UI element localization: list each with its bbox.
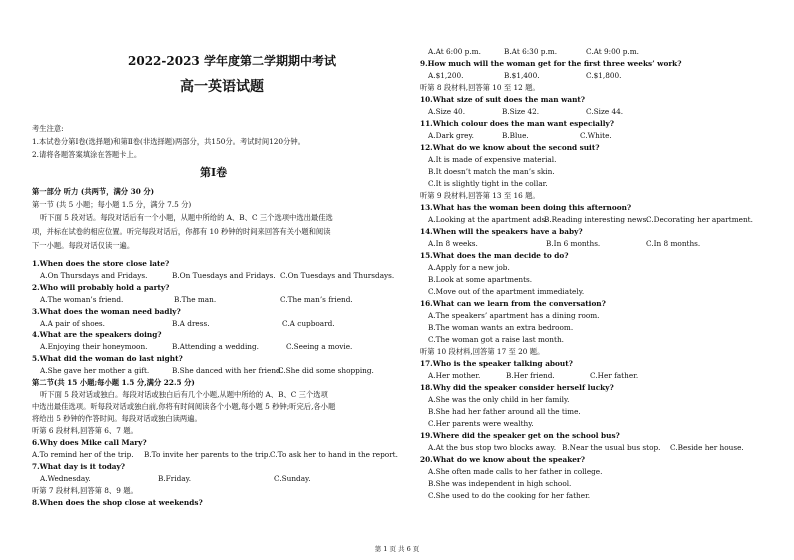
notes-item: 2.请将各题答案填涂在答题卡上。 bbox=[32, 150, 142, 159]
option-a: A.At 6:00 p.m. bbox=[428, 47, 481, 56]
option-b: B.Her friend. bbox=[506, 371, 555, 380]
option-a: A.Dark grey. bbox=[428, 131, 474, 140]
question-stem: 2.Who will probably hold a party? bbox=[32, 283, 170, 292]
option-a: A.Looking at the apartment ads. bbox=[428, 215, 548, 224]
exam-title: 2022-2023 学年度第二学期期中考试 bbox=[128, 54, 336, 68]
question-stem: 1.When does the store close late? bbox=[32, 259, 170, 268]
option-c: C.In 8 months. bbox=[646, 239, 701, 248]
option-a: A.The woman’s friend. bbox=[40, 295, 124, 304]
option-a: A.Apply for a new job. bbox=[428, 263, 510, 272]
option-b: B.Blue. bbox=[502, 131, 529, 140]
option-c: C.It is slightly tight in the collar. bbox=[428, 179, 548, 188]
option-b: B.On Tuesdays and Fridays. bbox=[172, 271, 276, 280]
question-stem: 18.Why did the speaker consider herself lucky? bbox=[420, 383, 614, 392]
question-stem: 8.When does the shop close at weekends? bbox=[32, 498, 203, 507]
question-stem: 6.Why does Mike call Mary? bbox=[32, 438, 147, 447]
question-stem: 11.Which colour does the man want especially? bbox=[420, 119, 615, 128]
option-b: B.The woman wants an extra bedroom. bbox=[428, 323, 574, 332]
option-a: A.To remind her of the trip. bbox=[32, 450, 134, 459]
exam-subtitle: 高一英语试题 bbox=[180, 79, 264, 95]
section2-heading: 第二节(共 15 小题;每小题 1.5 分,满分 22.5 分) bbox=[32, 378, 195, 387]
group-instruction: 听第 8 段材料,回答第 10 至 12 题。 bbox=[420, 83, 540, 92]
group-instruction: 听第 10 段材料,回答第 17 至 20 题。 bbox=[420, 347, 545, 356]
question-stem: 14.When will the speakers have a baby? bbox=[420, 227, 583, 236]
option-c: C.Size 44. bbox=[586, 107, 624, 116]
section1-instructions: 听下面 5 段对话。每段对话后有一个小题，从题中所给的 A、B、C 三个选项中选出最佳选 bbox=[40, 213, 333, 222]
question-stem: 19.Where did the speaker get on the school bus? bbox=[420, 431, 620, 440]
section1-instructions: 下一小题。每段对话仅读一遍。 bbox=[32, 241, 135, 250]
section1-heading: 第一节 (共 5 小题；每小题 1.5 分，满分 7.5 分) bbox=[32, 200, 192, 209]
group-instruction: 听第 7 段材料,回答第 8、9 题。 bbox=[32, 486, 138, 495]
group-instruction: 听第 6 段材料,回答第 6、7 题。 bbox=[32, 426, 138, 435]
notes-heading: 考生注意: bbox=[32, 124, 64, 133]
option-c: C.$1,800. bbox=[586, 71, 622, 80]
option-a: A.She often made calls to her father in college. bbox=[428, 467, 603, 476]
option-a: A.The speakers’ apartment has a dining room. bbox=[428, 311, 600, 320]
option-b: B.The man. bbox=[174, 295, 217, 304]
option-a: A.She gave her mother a gift. bbox=[40, 366, 150, 375]
option-a: A.At the bus stop two blocks away. bbox=[428, 443, 557, 452]
section2-instructions: 将给出 5 秒钟的作答时间。每段对话或独白读两遍。 bbox=[32, 414, 202, 423]
question-stem: 10.What size of suit does the man want? bbox=[420, 95, 586, 104]
option-a: A.It is made of expensive material. bbox=[428, 155, 557, 164]
page-footer: 第 1 页 共 6 页 bbox=[374, 545, 420, 553]
option-c: C.Sunday. bbox=[274, 474, 311, 483]
option-c: C.A cupboard. bbox=[282, 319, 335, 328]
question-stem: 17.Who is the speaker talking about? bbox=[420, 359, 573, 368]
option-b: B.To invite her parents to the trip. bbox=[144, 450, 271, 459]
option-b: B.Size 42. bbox=[502, 107, 540, 116]
option-b: B.Attending a wedding. bbox=[172, 342, 259, 351]
option-c: C.Beside her house. bbox=[670, 443, 744, 452]
question-stem: 12.What do we know about the second suit? bbox=[420, 143, 600, 152]
section2-instructions: 听下面 5 段对话或独白。每段对话或独白后有几个小题,从题中所给的 A、B、C 三个选项 bbox=[40, 390, 328, 399]
option-c: C.Her parents were wealthy. bbox=[428, 419, 534, 428]
section2-instructions: 中选出最佳选项。听每段对话或独白前,你将有时间阅读各个小题,每小题 5 秒钟;听完后,各小题 bbox=[32, 402, 336, 411]
group-instruction: 听第 9 段材料,回答第 13 至 16 题。 bbox=[420, 191, 540, 200]
option-b: B.She danced with her friend. bbox=[172, 366, 284, 375]
option-c: C.The woman got a raise last month. bbox=[428, 335, 564, 344]
option-b: B.A dress. bbox=[172, 319, 210, 328]
option-c: C.At 9:00 p.m. bbox=[586, 47, 639, 56]
option-a: A.She was the only child in her family. bbox=[428, 395, 570, 404]
option-c: C.Seeing a movie. bbox=[286, 342, 353, 351]
option-a: A.Wednesday. bbox=[40, 474, 91, 483]
question-stem: 20.What do we know about the speaker? bbox=[420, 455, 586, 464]
question-stem: 5.What did the woman do last night? bbox=[32, 354, 183, 363]
option-c: C.The man’s friend. bbox=[280, 295, 353, 304]
question-stem: 4.What are the speakers doing? bbox=[32, 330, 162, 339]
question-stem: 7.What day is it today? bbox=[32, 462, 126, 471]
option-c: C.On Tuesdays and Thursdays. bbox=[280, 271, 395, 280]
option-a: A.$1,200. bbox=[428, 71, 464, 80]
section1-instructions: 项，并标在试卷的相应位置。听完每段对话后，你都有 10 秒钟的时间来回答有关小题和阅读 bbox=[32, 227, 331, 236]
volume-title: 第Ⅰ卷 bbox=[200, 166, 228, 179]
option-c: C.Move out of the apartment immediately. bbox=[428, 287, 585, 296]
option-a: A.Enjoying their honeymoon. bbox=[40, 342, 148, 351]
question-stem: 16.What can we learn from the conversation? bbox=[420, 299, 606, 308]
option-a: A.Her mother. bbox=[428, 371, 481, 380]
question-stem: 9.How much will the woman get for the first three weeks’ work? bbox=[420, 59, 682, 68]
option-c: C.To ask her to hand in the report. bbox=[270, 450, 398, 459]
option-b: B.Friday. bbox=[158, 474, 192, 483]
option-b: B.She was independent in high school. bbox=[428, 479, 572, 488]
option-b: B.At 6:30 p.m. bbox=[504, 47, 558, 56]
option-b: B.$1,400. bbox=[504, 71, 540, 80]
option-c: C.Decorating her apartment. bbox=[646, 215, 753, 224]
notes-item: 1.本试卷分第Ⅰ卷(选择题)和第Ⅱ卷(非选择题)两部分，共150分。考试时间120分钟。 bbox=[32, 137, 305, 146]
option-a: A.A pair of shoes. bbox=[40, 319, 105, 328]
option-c: C.Her father. bbox=[590, 371, 639, 380]
option-b: B.It doesn’t match the man’s skin. bbox=[428, 167, 555, 176]
option-b: B.In 6 months. bbox=[546, 239, 601, 248]
option-c: C.She did some shopping. bbox=[278, 366, 374, 375]
option-a: A.Size 40. bbox=[428, 107, 466, 116]
question-stem: 3.What does the woman need badly? bbox=[32, 307, 181, 316]
question-stem: 15.What does the man decide to do? bbox=[420, 251, 569, 260]
option-c: C.White. bbox=[580, 131, 612, 140]
option-b: B.She had her father around all the time. bbox=[428, 407, 581, 416]
option-c: C.She used to do the cooking for her father. bbox=[428, 491, 591, 500]
option-a: A.On Thursdays and Fridays. bbox=[40, 271, 148, 280]
option-b: B.Reading interesting news. bbox=[544, 215, 649, 224]
option-b: B.Look at some apartments. bbox=[428, 275, 533, 284]
part1-heading: 第一部分 听力 (共两节，满分 30 分) bbox=[32, 187, 155, 196]
option-a: A.In 8 weeks. bbox=[428, 239, 478, 248]
question-stem: 13.What has the woman been doing this afternoon? bbox=[420, 203, 632, 212]
option-b: B.Near the usual bus stop. bbox=[562, 443, 661, 452]
